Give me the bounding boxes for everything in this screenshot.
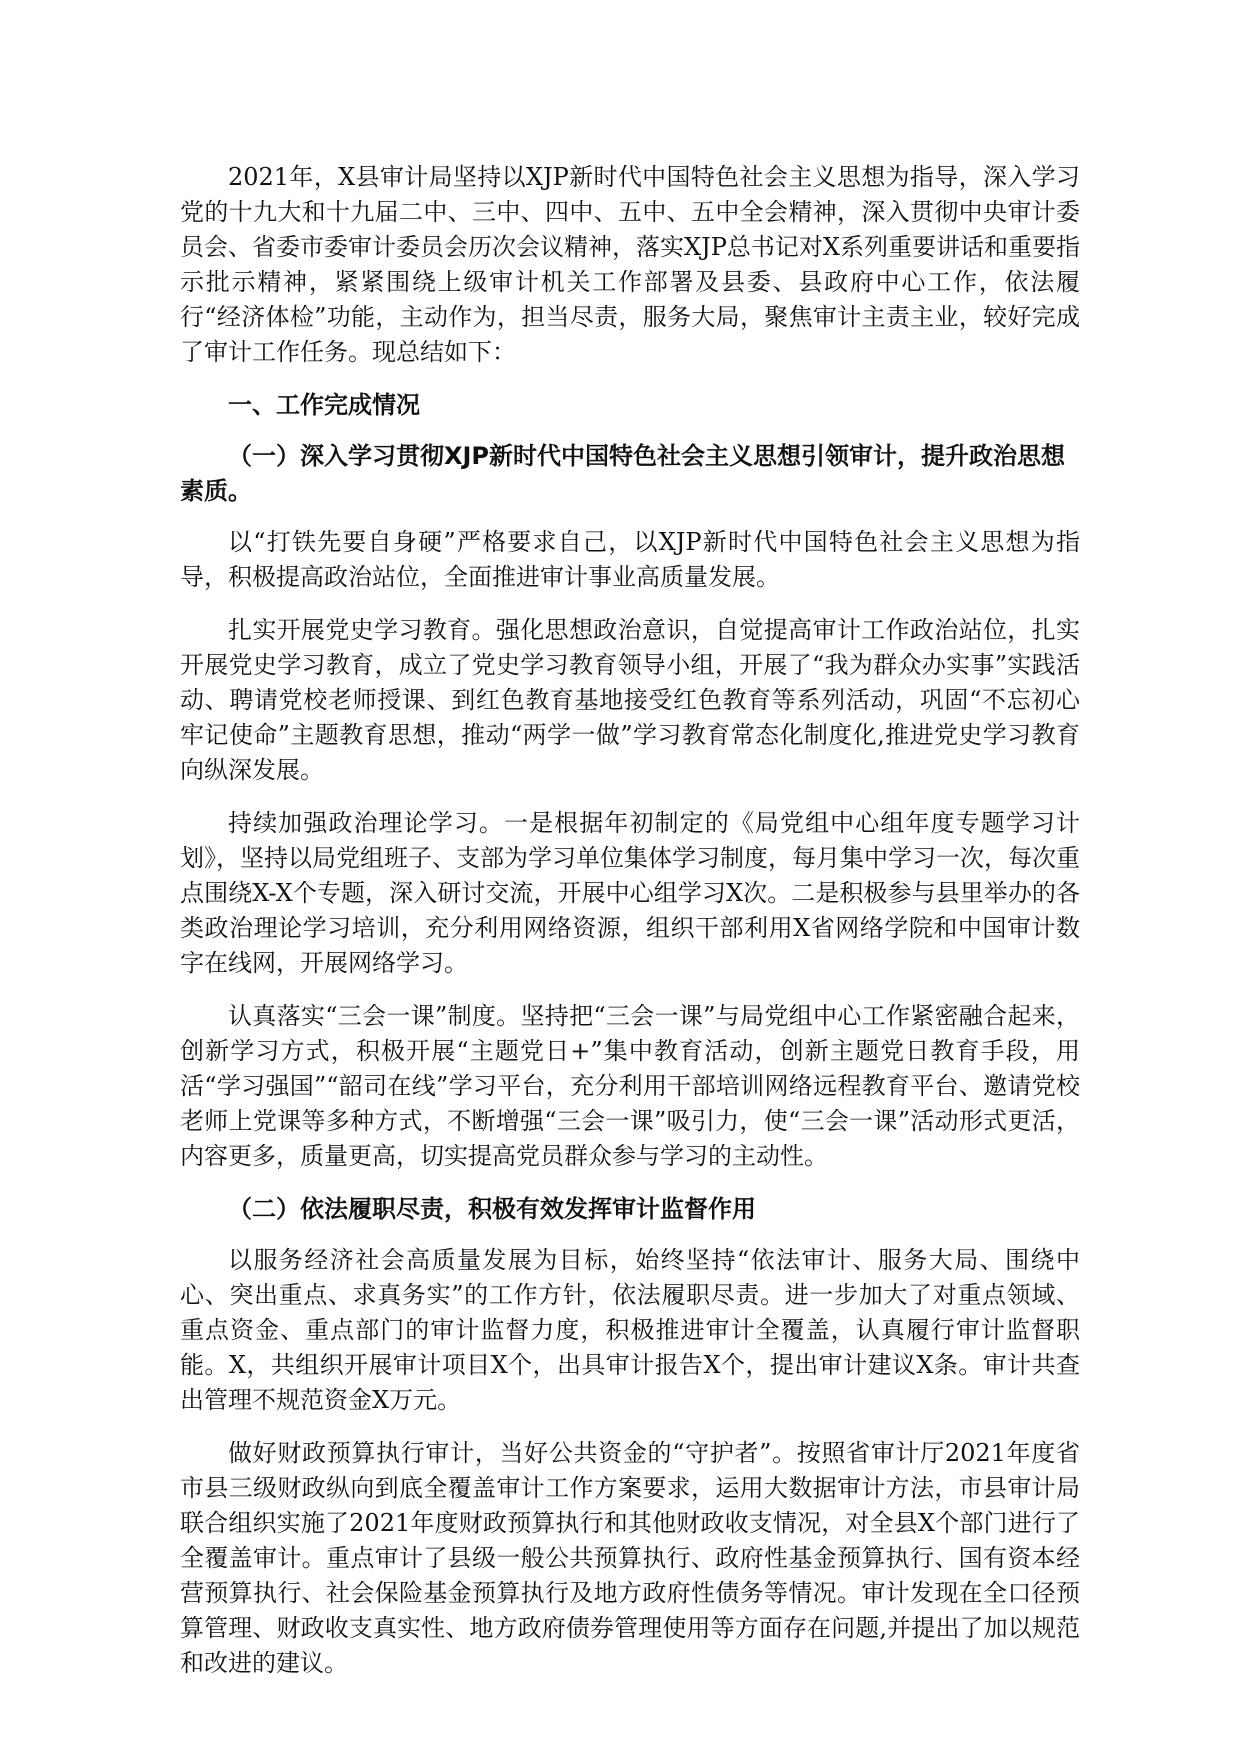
paragraph-audit-overview: 以服务经济社会高质量发展为目标，始终坚持“依法审计、服务大局、围绕中心、突出重点、求真务实”的工作方针，依法履职尽责。进一步加大了对重点领域、重点资金、重点部门的审计监督力度，积极推进审计全覆盖，认真履行审计监督职能。X，共组织开展审计项目X个，出具审计报告X个，提出审计建议X条。审计共查出管理不规范资金X万元。 (180, 1246, 1080, 1414)
paragraph-three-meetings-one-lesson: 认真落实“三会一课”制度。坚持把“三会一课”与局党组中心工作紧密融合起来，创新学习方式，积极开展“主题党日+”集中教育活动，创新主题党日教育手段，用活“学习强国”“韶司在线”学习平台，充分利用干部培训网络远程教育平台、邀请党校老师上党课等多种方式，不断增强“三会一课”吸引力，使“三会一课”活动形式更活，内容更多，质量更高，切实提高党员群众参与学习的主动性。 (180, 1002, 1080, 1170)
paragraph-self-discipline: 以“打铁先要自身硬”严格要求自己，以XJP新时代中国特色社会主义思想为指导，积极提高政治站位，全面推进审计事业高质量发展。 (180, 528, 1080, 591)
paragraph-party-history-education: 扎实开展党史学习教育。强化思想政治意识，自觉提高审计工作政治站位，扎实开展党史学习教育，成立了党史学习教育领导小组，开展了“我为群众办实事”实践活动、聘请党校老师授课、到红色教育基地接受红色教育等系列活动，巩固“不忘初心牢记使命”主题教育思想，推动“两学一做”学习教育常态化制度化,推进党史学习教育向纵深发展。 (180, 616, 1080, 784)
intro-paragraph: 2021年，X县审计局坚持以XJP新时代中国特色社会主义思想为指导，深入学习党的十九大和十九届二中、三中、四中、五中、五中全会精神，深入贯彻中央审计委员会、省委市委审计委员会历次会议精神，落实XJP总书记对X系列重要讲话和重要指示批示精神，紧紧围绕上级审计机关工作部署及县委、县政府中心工作，依法履行“经济体检”功能，主动作为，担当尽责，服务大局，聚焦审计主责主业，较好完成了审计工作任务。现总结如下： (180, 163, 1080, 366)
subsection-heading-political-study: （一）深入学习贯彻XJP新时代中国特色社会主义思想引领审计，提升政治思想素质。 (180, 442, 1066, 505)
section-heading-work-completion: 一、工作完成情况 (228, 391, 420, 419)
subsection-heading-audit-supervision: （二）依法履职尽责，积极有效发挥审计监督作用 (228, 1195, 756, 1223)
paragraph-political-theory-study: 持续加强政治理论学习。一是根据年初制定的《局党组中心组年度专题学习计划》，坚持以局党组班子、支部为学习单位集体学习制度，每月集中学习一次，每次重点围绕X-X个专题，深入研讨交流，开展中心组学习X次。二是积极参与县里举办的各类政治理论学习培训，充分利用网络资源，组织干部利用X省网络学院和中国审计数字在线网，开展网络学习。 (180, 809, 1080, 977)
paragraph-budget-execution-audit: 做好财政预算执行审计，当好公共资金的“守护者”。按照省审计厅2021年度省市县三级财政纵向到底全覆盖审计工作方案要求，运用大数据审计方法，市县审计局联合组织实施了2021年度财政预算执行和其他财政收支情况，对全县X个部门进行了全覆盖审计。重点审计了县级一般公共预算执行、政府性基金预算执行、国有资本经营预算执行、社会保险基金预算执行及地方政府性债务等情况。审计发现在全口径预算管理、财政收支真实性、地方政府债券管理使用等方面存在问题,并提出了加以规范和改进的建议。 (180, 1439, 1080, 1677)
document-page (180, 160, 1080, 1699)
